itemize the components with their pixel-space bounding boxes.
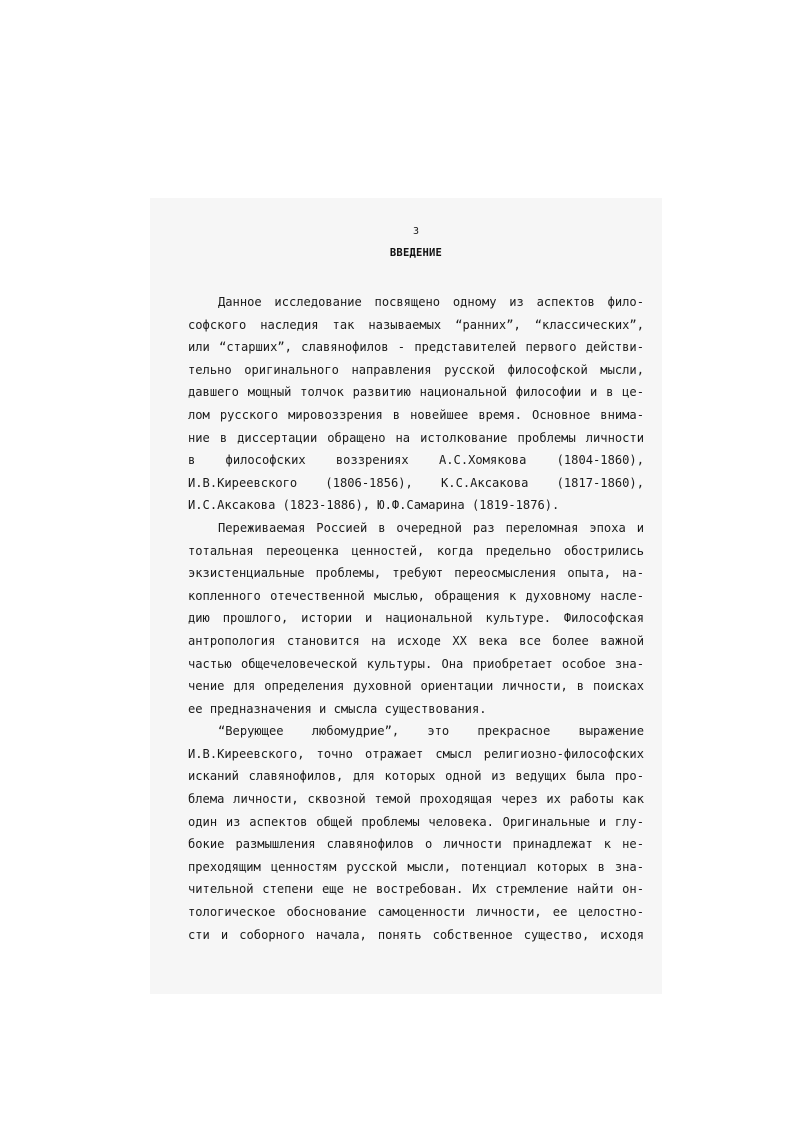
text-line: “Верующее любомудрие”, это прекрасное выражение (218, 724, 644, 739)
text-line: чение для определения духовной ориентации личности, в поисках (188, 679, 644, 694)
text-line: исканий славянофилов, для которых одной из ведущих была про- (188, 769, 644, 784)
text-line: блема личности, сквозной темой проходящая через их работы как (188, 792, 644, 807)
text-line: Данное исследование посвящено одному из аспектов фило- (218, 295, 644, 309)
text-line: ее предназначения и смысла существования. (188, 701, 487, 716)
section-heading: ВВЕДЕНИЕ (389, 247, 443, 259)
text-line: И.В.Киреевского (1806-1856), К.С.Аксакова (1817-1860), (188, 475, 644, 490)
text-line: чительной степени еще не востребован. Их стремление найти он- (188, 882, 644, 897)
text-line: лом русского мировоззрения в новейшее время. Основное внима- (188, 407, 644, 422)
text-line: софского наследия так называемых “ранних”, “классических”, (188, 317, 644, 332)
text-line: тологическое обоснование самоценности личности, ее целостно- (188, 905, 644, 920)
text-line: бокие размышления славянофилов о личности принадлежат к не- (188, 837, 644, 852)
text-line: или “старших”, славянофилов - представителей первого действи- (188, 340, 644, 355)
body-text (188, 291, 644, 946)
text-line: ние в диссертации обращено на истолкование проблемы личности (188, 430, 644, 445)
text-line: давшего мощный толчок развитию национальной философии и в це- (188, 385, 644, 400)
text-line: И.С.Аксакова (1823-1886), Ю.Ф.Самарина (1819-1876). (188, 498, 560, 513)
text-line: частью общечеловеческой культуры. Она приобретает особое зна- (188, 656, 644, 671)
page-number: 3 (412, 226, 420, 237)
text-line: сти и соборного начала, понять собственное существо, исходя (188, 927, 644, 942)
text-line: тельно оригинального направления русской философской мысли, (188, 362, 644, 377)
text-line: в философских воззрениях А.С.Хомякова (1804-1860), (188, 453, 644, 468)
text-line: экзистенциальные проблемы, требуют переосмысления опыта, на- (188, 566, 644, 581)
text-line: И.В.Киреевского, точно отражает смысл религиозно-философских (188, 746, 644, 761)
text-line: копленного отечественной мыслью, обращения к духовному насле- (188, 588, 644, 603)
text-line: один из аспектов общей проблемы человека. Оригинальные и глу- (188, 814, 644, 829)
text-line: антропология становится на исходе XX века все более важной (188, 633, 644, 648)
text-line: дию прошлого, истории и национальной культуре. Философская (188, 611, 644, 626)
text-line: преходящим ценностям русской мысли, потенциал которых в зна- (188, 859, 644, 874)
text-line: тотальная переоценка ценностей, когда предельно обострились (188, 543, 644, 558)
text-line: Переживаемая Россией в очередной раз переломная эпоха и (218, 520, 644, 535)
